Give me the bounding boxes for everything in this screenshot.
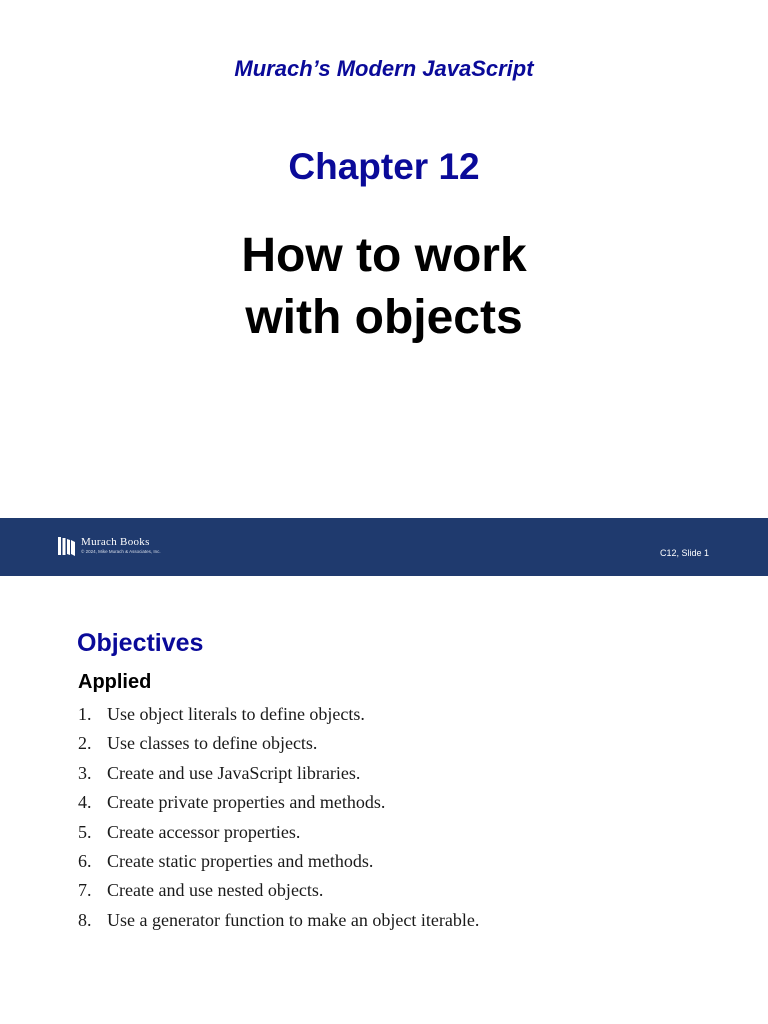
list-item-number: 1. (78, 704, 92, 724)
list-item-number: 7. (78, 880, 92, 901)
objectives-heading: Objectives (77, 629, 204, 657)
logo-copyright: © 2024, Mike Murach & Associates, Inc. (81, 549, 161, 554)
list-item-text: Create private properties and methods. (107, 792, 386, 813)
books-logo-icon (58, 536, 76, 556)
murach-logo (58, 536, 161, 556)
list-item-text: Use a generator function to make an object iterable. (107, 909, 480, 930)
list-item-number: 6. (78, 850, 92, 871)
list-item-number: 3. (78, 762, 92, 783)
list-item-text: Use classes to define objects. (107, 733, 318, 754)
list-item (78, 821, 479, 850)
list-item (78, 703, 479, 732)
chapter-title-line-1: How to work (241, 229, 527, 282)
chapter-title (0, 225, 768, 349)
list-item-text: Use object literals to define objects. (107, 704, 365, 724)
list-item-text: Create static properties and methods. (107, 850, 374, 871)
chapter-title-line-2: with objects (245, 291, 523, 344)
list-item (78, 850, 479, 879)
slide-number: C12, Slide 1 (659, 548, 709, 558)
list-item-number: 5. (78, 821, 92, 842)
chapter-number: Chapter 12 (288, 146, 480, 187)
applied-subheading: Applied (78, 671, 152, 693)
list-item-number: 8. (78, 909, 92, 930)
list-item (78, 909, 479, 938)
list-item-number: 2. (78, 733, 92, 754)
list-item-text: Create and use nested objects. (107, 880, 324, 901)
list-item (78, 762, 479, 791)
book-title: Murach’s Modern JavaScript (234, 56, 534, 81)
list-item-text: Create and use JavaScript libraries. (107, 762, 361, 783)
slide-footer-bar (0, 518, 768, 576)
list-item-text: Create accessor properties. (107, 821, 301, 842)
list-item (78, 732, 479, 761)
objectives-list (78, 703, 479, 938)
logo-name: Murach Books (81, 536, 150, 548)
list-item (78, 879, 479, 908)
list-item (78, 791, 479, 820)
logo-text (81, 536, 161, 555)
list-item-number: 4. (78, 792, 92, 813)
